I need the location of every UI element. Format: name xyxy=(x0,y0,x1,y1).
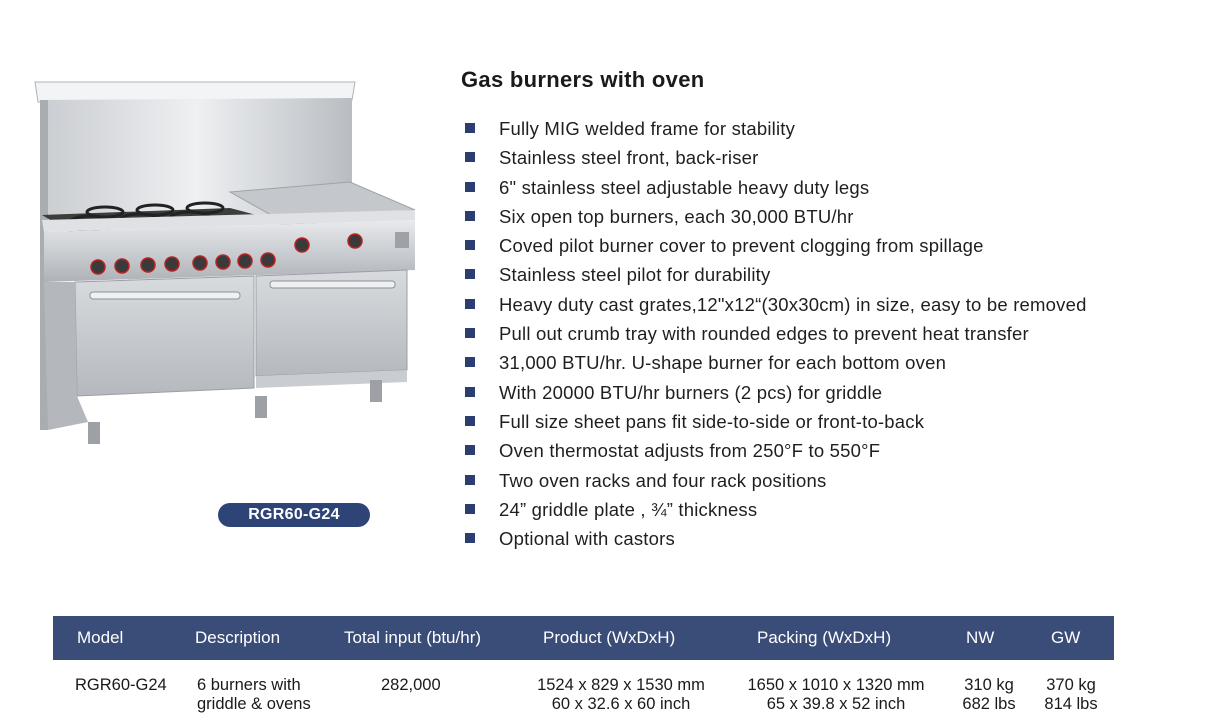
feature-text: 31,000 BTU/hr. U-shape burner for each bottom oven xyxy=(499,352,947,374)
cell-packing-dimensions xyxy=(731,676,941,714)
bullet-square-icon xyxy=(465,445,475,455)
cell-gross-weight xyxy=(1035,676,1107,714)
gross-weight-kg: 370 kg xyxy=(1046,676,1096,694)
spec-table-header xyxy=(53,616,1114,660)
packing-dimensions-inch: 65 x 39.8 x 52 inch xyxy=(766,695,906,713)
bullet-square-icon xyxy=(465,182,475,192)
bullet-square-icon xyxy=(465,240,475,250)
net-weight-kg: 310 kg xyxy=(964,676,1014,694)
bullet-square-icon xyxy=(465,475,475,485)
feature-text: Stainless steel front, back-riser xyxy=(499,147,759,169)
feature-item xyxy=(463,114,1087,143)
feature-text: Two oven racks and four rack positions xyxy=(499,469,827,491)
cell-total-input xyxy=(381,676,441,695)
feature-item xyxy=(463,524,1087,553)
feature-text: Optional with castors xyxy=(499,528,675,550)
description-line: griddle & ovens xyxy=(197,695,311,713)
feature-item xyxy=(463,290,1087,319)
header-product-dimensions: Product (WxDxH) xyxy=(543,628,676,647)
feature-item xyxy=(463,378,1087,407)
header-packing-dimensions: Packing (WxDxH) xyxy=(757,628,892,647)
description-line: 6 burners with xyxy=(197,676,301,694)
product-dimensions-mm: 1524 x 829 x 1530 mm xyxy=(537,676,705,694)
feature-text: 24” griddle plate , ¾” thickness xyxy=(499,498,758,520)
cell-description xyxy=(197,676,311,714)
bullet-square-icon xyxy=(465,357,475,367)
feature-title: Gas burners with oven xyxy=(461,67,705,92)
feature-text: Coved pilot burner cover to prevent clogging from spillage xyxy=(499,235,984,257)
header-gross-weight: GW xyxy=(1051,628,1081,647)
feature-item xyxy=(463,407,1087,436)
bullet-square-icon xyxy=(465,123,475,133)
feature-text: Stainless steel pilot for durability xyxy=(499,264,771,286)
bullet-square-icon xyxy=(465,211,475,221)
feature-item xyxy=(463,348,1087,377)
feature-item xyxy=(463,466,1087,495)
cell-net-weight xyxy=(953,676,1025,714)
gross-weight-lbs: 814 lbs xyxy=(1044,695,1098,713)
feature-item xyxy=(463,173,1087,202)
bullet-square-icon xyxy=(465,152,475,162)
bullet-square-icon xyxy=(465,533,475,543)
spec-table xyxy=(53,616,1114,726)
feature-item xyxy=(463,319,1087,348)
feature-text: Fully MIG welded frame for stability xyxy=(499,118,796,139)
feature-text: 6" stainless steel adjustable heavy duty legs xyxy=(499,176,870,198)
feature-list xyxy=(463,114,1087,553)
total-input-value: 282,000 xyxy=(381,676,441,694)
bullet-square-icon xyxy=(465,299,475,309)
product-image xyxy=(30,70,420,450)
feature-text: Full size sheet pans fit side-to-side or front-to-back xyxy=(499,410,925,432)
header-total-input: Total input (btu/hr) xyxy=(344,628,482,647)
feature-item xyxy=(463,231,1087,260)
product-dimensions-inch: 60 x 32.6 x 60 inch xyxy=(551,695,691,713)
cell-model xyxy=(75,676,167,695)
bullet-square-icon xyxy=(465,269,475,279)
net-weight-lbs: 682 lbs xyxy=(962,695,1016,713)
model-value: RGR60-G24 xyxy=(75,676,167,694)
bullet-square-icon xyxy=(465,387,475,397)
feature-item xyxy=(463,495,1087,524)
header-net-weight: NW xyxy=(966,628,995,647)
bullet-square-icon xyxy=(465,328,475,338)
feature-text: Heavy duty cast grates,12"x12“(30x30cm) in size, easy to be removed xyxy=(499,293,1087,315)
feature-text: Pull out crumb tray with rounded edges to prevent heat transfer xyxy=(499,323,1029,345)
header-description: Description xyxy=(195,628,281,647)
header-model: Model xyxy=(77,628,124,647)
model-badge: RGR60-G24 xyxy=(218,503,370,527)
bullet-square-icon xyxy=(465,504,475,514)
table-row xyxy=(53,660,1114,726)
bullet-square-icon xyxy=(465,416,475,426)
packing-dimensions-mm: 1650 x 1010 x 1320 mm xyxy=(747,676,925,694)
feature-text: With 20000 BTU/hr burners (2 pcs) for griddle xyxy=(499,381,883,403)
feature-item xyxy=(463,436,1087,465)
feature-item xyxy=(463,202,1087,231)
feature-text: Six open top burners, each 30,000 BTU/hr xyxy=(499,205,854,227)
cell-product-dimensions xyxy=(523,676,719,714)
feature-text: Oven thermostat adjusts from 250°F to 550°F xyxy=(499,440,881,462)
feature-item xyxy=(463,143,1087,172)
feature-item xyxy=(463,260,1087,289)
